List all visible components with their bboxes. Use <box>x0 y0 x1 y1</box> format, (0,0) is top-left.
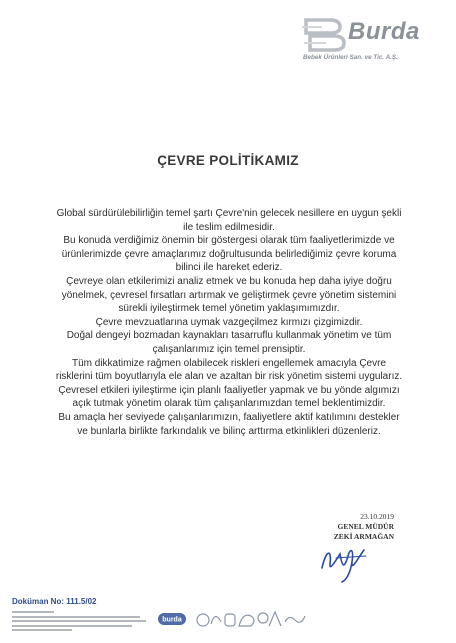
signature-date: 23.10.2019 <box>360 512 394 521</box>
footer-logo-text: burda <box>162 616 182 624</box>
policy-paragraph: Çevre mevzuatlarına uymak vazgeçilmez kırmızı çizgimizdir. <box>95 316 363 328</box>
signatory-role: GENEL MÜDÜR <box>337 522 394 531</box>
handwritten-signature-icon <box>316 538 378 584</box>
brand-subtitle: Bebek Ürünleri San. ve Tic. A.Ş. <box>303 54 398 61</box>
policy-paragraph: Çevreye olan etkilerimizi analiz etmek ve bu konuda hep daha iyiye doğru yönelmek, çevresel fırsatları artırmak ve geliştirmek çevre yönetim sistemini sürekli iyileştirmek temel yönetim yaklaşımımızdır. <box>61 275 397 315</box>
signatory-name: ZEKİ ARMAĞAN <box>333 532 394 541</box>
policy-paragraph: Bu konuda verdiğimiz önemin bir göstergesi olarak tüm faaliyetlerimizde ve ürünlerimizde çevre amaçlarımız doğrultusunda belirlediğimiz çevre koruma bilinci ile hareket ederiz. <box>61 235 397 274</box>
policy-paragraph: Global sürdürülebilirliğin temel şartı Çevre'nin gelecek nesillere en uygun şekli ile teslim edilmesidir. <box>56 208 402 233</box>
baby-items-illustration-icon <box>193 602 313 632</box>
document-title: ÇEVRE POLİTİKAMIZ <box>157 153 299 168</box>
policy-paragraph: Doğal dengeyi bozmadan kaynakları tasarruflu kullanmak yönetim ve tüm çalışanlarımız için temel prensiptir. <box>66 330 392 355</box>
document-number: Doküman No: 111.5/02 <box>12 597 97 606</box>
footer-brand-logo <box>157 612 187 626</box>
policy-paragraph: Tüm dikkatimize rağmen olabilecek riskleri engellemek amacıyla Çevre risklerini tüm boyutlarıyla ele alan ve azaltan bir risk yönetim sistemi uygularız. <box>55 357 403 383</box>
burda-logo <box>300 14 450 64</box>
policy-paragraph: Bu amaçla her seviyede çalışanlarımızın, faaliyetlere aktif katılımını destekler ve bunlarla birlikte farkındalık ve bilinç arttırma etkinlikleri düzenleriz. <box>58 411 400 437</box>
footer-address-fineprint <box>12 611 148 634</box>
burda-logo-mark-icon <box>300 14 350 54</box>
policy-paragraph: Çevresel etkileri iyileştirme için planlı faaliyetler yapmak ve bu yönde algımızı açık tutmak yönetim olarak tüm çalışanlarımızdan temel beklentimizdir. <box>58 384 400 410</box>
brand-name: Burda <box>348 18 420 45</box>
policy-body <box>54 207 404 438</box>
